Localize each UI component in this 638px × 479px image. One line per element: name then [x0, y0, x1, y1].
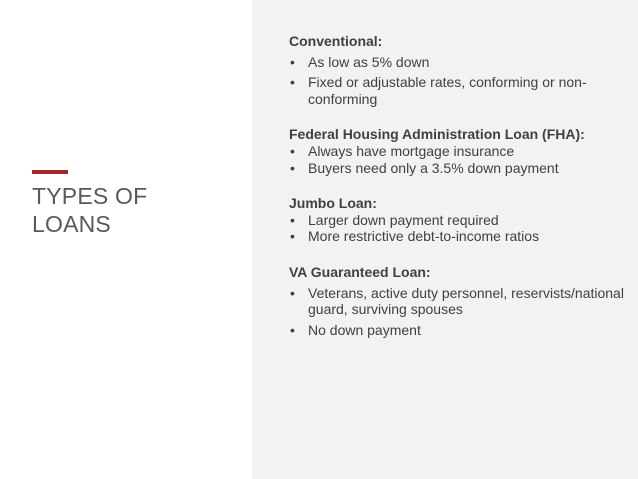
list-item: • More restrictive debt-to-income ratios	[289, 228, 629, 245]
va-loan-section	[289, 264, 629, 338]
list-item: • Larger down payment required	[289, 212, 629, 229]
list-item: • No down payment	[289, 322, 629, 339]
list-item: • Always have mortgage insurance	[289, 143, 629, 160]
list-item: • As low as 5% down	[289, 54, 629, 71]
conventional-loan-heading: Conventional:	[289, 33, 383, 49]
list-item: • Buyers need only a 3.5% down payment	[289, 160, 629, 177]
jumbo-loan-list	[289, 212, 629, 245]
conventional-loan-list	[289, 54, 629, 108]
loan-types-content	[289, 33, 629, 357]
jumbo-loan-section	[289, 195, 629, 245]
fha-loan-list	[289, 143, 629, 176]
conventional-loan-section	[289, 33, 629, 107]
list-item: • Veterans, active duty personnel, reservists/national guard, surviving spouses	[289, 285, 629, 318]
va-loan-list	[289, 285, 629, 339]
slide-title-line-1: TYPES OF	[32, 183, 148, 209]
slide-title-line-2: LOANS	[32, 211, 111, 237]
slide-title	[32, 182, 242, 238]
content-panel	[252, 0, 638, 479]
title-accent-bar	[32, 170, 68, 174]
list-item: • Fixed or adjustable rates, conforming or non-conforming	[289, 74, 629, 107]
fha-loan-heading: Federal Housing Administration Loan (FHA):	[289, 126, 585, 143]
title-panel	[0, 0, 252, 479]
va-loan-heading: VA Guaranteed Loan:	[289, 263, 431, 280]
fha-loan-section	[289, 126, 629, 176]
jumbo-loan-heading: Jumbo Loan:	[289, 195, 377, 212]
